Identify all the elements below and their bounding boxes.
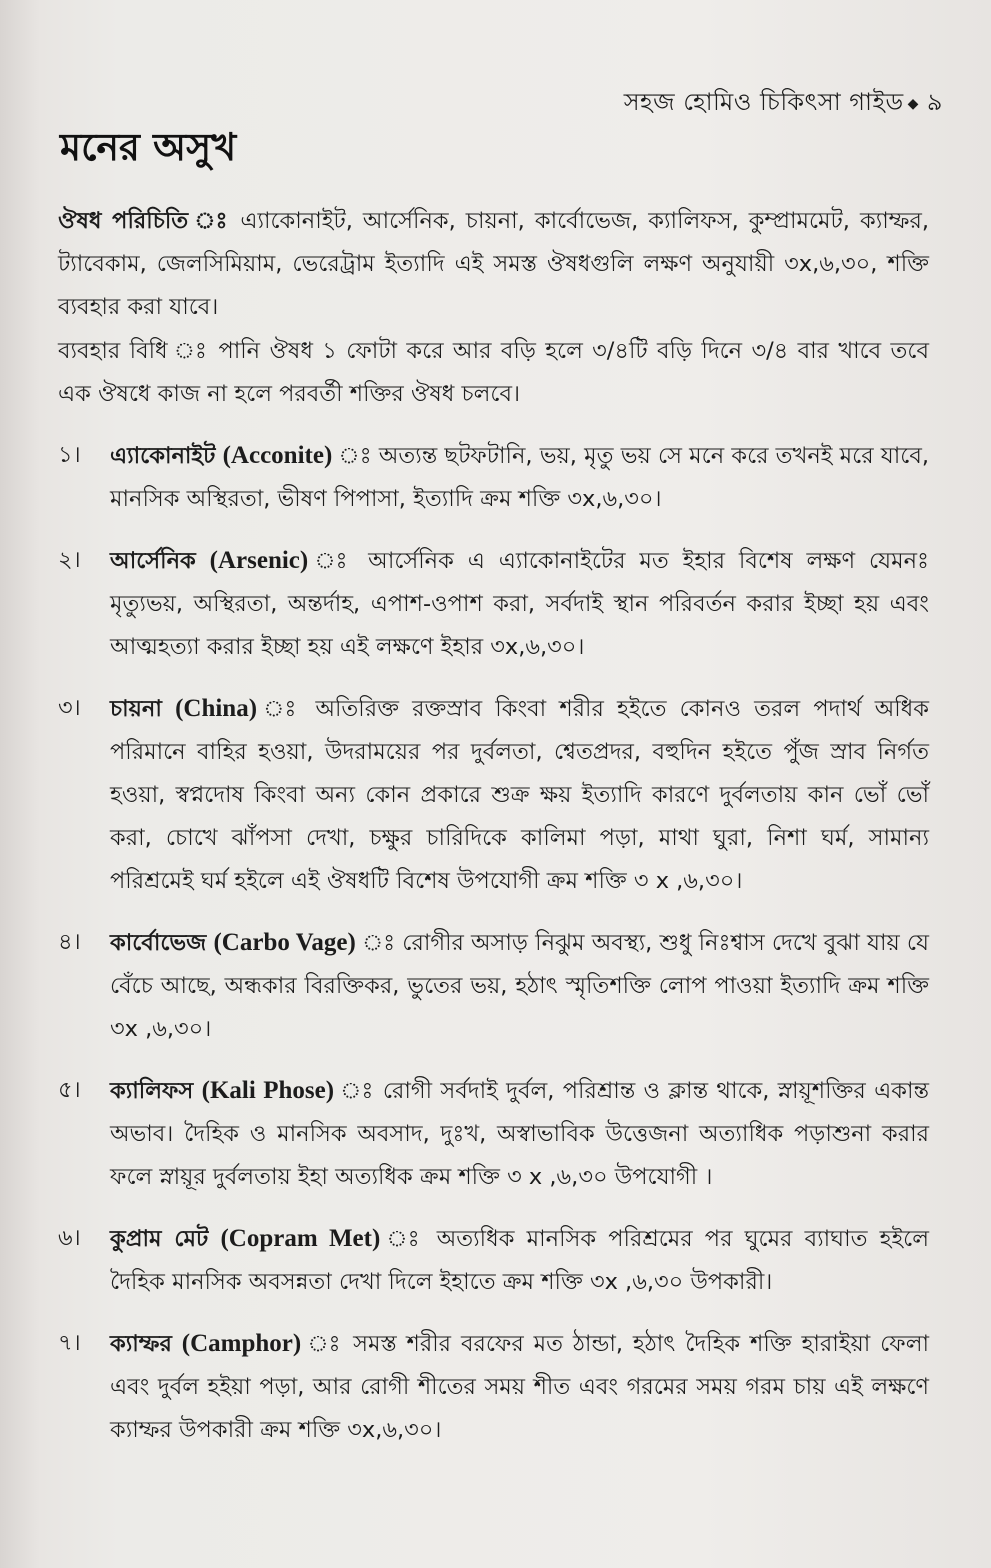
item-number: ৪। (58, 929, 81, 955)
item-number: ২। (58, 547, 81, 573)
drug-name: কার্বোভেজ (110, 930, 207, 956)
drug-latin-name: (Arsenic) (209, 547, 309, 574)
running-head-title: সহজ হোমিও চিকিৎসা গাইড (623, 88, 904, 116)
running-head (624, 84, 943, 124)
item-body (110, 1322, 929, 1452)
item-description: ঃ অত্যন্ত ছটফটানি, ভয়, মৃতু ভয় সে মনে করে তখনই মরে যাবে, মানসিক অস্থিরতা, ভীষণ পিপাসা, ইত্যাদি ক্রম শক্তি ৩x,৬,৩০। (110, 443, 929, 512)
diamond-separator-icon: ◆ (907, 96, 919, 112)
list-item (58, 921, 929, 1051)
item-description: ঃ অত্যধিক মানসিক পরিশ্রমের পর ঘুমের ব্যাঘাত হইলে দৈহিক মানসিক অবসন্নতা দেখা দিলে ইহাতে ক্রম শক্তি ৩x ,৬,৩০ উপকারী। (110, 1226, 929, 1295)
list-item (58, 687, 929, 903)
drug-latin-name: (Camphor) (181, 1330, 302, 1357)
drug-latin-name: (Acconite) (222, 442, 333, 469)
intro-label: ঔষধ পরিচিতি ঃ (58, 208, 231, 234)
drug-latin-name: (Carbo Vage) (213, 929, 356, 956)
item-body (110, 687, 929, 903)
item-body (110, 434, 929, 521)
drug-name: চায়না (110, 696, 162, 722)
item-description: ঃ আর্সেনিক এ এ্যাকোনাইটের মত ইহার বিশেষ লক্ষণ যেমনঃ মৃত্যুভয়, অস্থিরতা, অন্তর্দাহ, এপাশ-ওপাশ করা, সর্বদাই স্থান পরিবর্তন করার ইচ্ছা হয় এবং আত্মহত্যা করার ইচ্ছা হয় এই লক্ষণে ইহার ৩x,৬,৩০। (110, 548, 929, 660)
list-item (58, 434, 929, 521)
page-number: ৯ (926, 88, 943, 116)
drug-name: ক্যালিফস (110, 1078, 194, 1104)
item-description: ঃ রোগী সর্বদাই দুর্বল, পরিশ্রান্ত ও ক্লান্ত থাকে, স্নায়ূশক্তির একান্ত অভাব। দৈহিক ও মানসিক অবসাদ, দুঃখ, অস্বাভাবিক উত্তেজনা অত্যাধিক পড়াশুনা করার ফলে স্নায়ূর দুর্বলতায় ইহা অত্যধিক ক্রম শক্তি ৩ x ,৬,৩০ উপযোগী । (110, 1078, 929, 1190)
item-body (110, 921, 929, 1051)
item-body (110, 1069, 929, 1199)
drug-latin-name: (China) (175, 695, 258, 722)
item-number: ৫। (58, 1077, 81, 1103)
list-item (58, 1322, 929, 1452)
item-number: ৬। (58, 1225, 81, 1251)
item-description: ঃ অতিরিক্ত রক্তস্রাব কিংবা শরীর হইতে কোনও তরল পদার্থ অধিক পরিমানে বাহির হওয়া, উদরাময়ের পর দুর্বলতা, শ্বেতপ্রদর, বহুদিন হইতে পুঁজ স্রাব নির্গত হওয়া, স্বপ্নদোষ কিংবা অন্য কোন প্রকারে শুক্র ক্ষয় ইত্যাদি কারণে দুর্বলতায় কান ভোঁ ভোঁ করা, চোখে ঝাঁপসা দেখা, চক্ষুর চারিদিকে কালিমা পড়া, মাথা ঘুরা, নিশা ঘর্ম, সামান্য পরিশ্রমেই ঘর্ম হইলে এই ঔষধটি বিশেষ উপযোগী ক্রম শক্তি ৩ x ,৬,৩০। (110, 696, 929, 894)
drug-name: এ্যাকোনাইট (110, 443, 216, 469)
list-item (58, 1069, 929, 1199)
intro-text: এ্যাকোনাইট, আর্সেনিক, চায়না, কার্বোভেজ, ক্যালিফস, কুম্প্রামমেট, ক্যাম্ফর, ট্যাবেকাম, জেলসিমিয়াম, ভেরেট্রাম ইত্যাদি এই সমস্ত ঔষধগুলি লক্ষণ অনুযায়ী ৩x,৬,৩০, শক্তি ব্যবহার করা যাবে। (58, 208, 929, 320)
drug-name: ক্যাম্ফর (110, 1331, 172, 1357)
item-number: ১। (58, 442, 81, 468)
item-number: ৩। (58, 695, 81, 721)
item-body (110, 1217, 929, 1304)
item-number: ৭। (58, 1330, 81, 1356)
list-item (58, 1217, 929, 1304)
drug-latin-name: (Copram Met) (220, 1225, 381, 1252)
item-description: ঃ সমস্ত শরীর বরফের মত ঠান্ডা, হঠাৎ দৈহিক শক্তি হারাইয়া ফেলা এবং দুর্বল হইয়া পড়া, আর রোগী শীতের সময় শীত এবং গরমের সময় গরম চায় এই লক্ষণে ক্যাম্ফর উপকারী ক্রম শক্তি ৩x,৬,৩০। (110, 1331, 929, 1443)
page-content (58, 200, 929, 1452)
drug-name: আর্সেনিক (110, 548, 196, 574)
item-description: ঃ রোগীর অসাড় নিঝুম অবস্থ্য, শুধু নিঃশ্বাস দেখে বুঝা যায় যে বেঁচে আছে, অন্ধকার বিরক্তিকর, ভুতের ভয়, হঠাৎ স্মৃতিশক্তি লোপ পাওয়া ইত্যাদি ক্রম শক্তি ৩x ,৬,৩০। (110, 930, 930, 1042)
usage-paragraph: ব্যবহার বিধি ঃ পানি ঔষধ ১ ফোটা করে আর বড়ি হলে ৩/৪টি বড়ি দিনে ৩/৪ বার খাবে তবে এক ঔষধে কাজ না হলে পরবর্তী শক্তির ঔষধ চলবে। (58, 338, 929, 407)
intro-paragraph (58, 200, 929, 329)
drug-name: কুপ্রাম মেট (110, 1226, 209, 1252)
list-item (58, 539, 929, 669)
item-body (110, 539, 929, 669)
chapter-title: মনের অসুখ (60, 125, 237, 169)
drug-latin-name: (Kali Phose) (201, 1077, 335, 1104)
